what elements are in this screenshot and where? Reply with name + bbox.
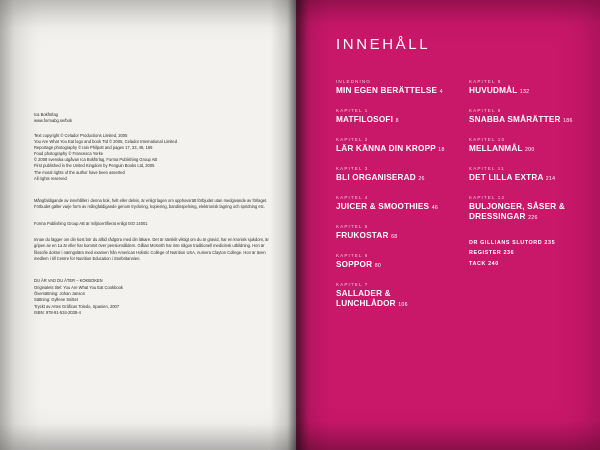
toc-entry-name: MATFILOSOFI [336, 115, 394, 124]
page-title: INNEHÅLL [336, 36, 431, 53]
copyright-line: First published in the United Kingdom by Penguin Books Ltd, 2005 [34, 163, 155, 169]
toc-entry-name: LÄR KÄNNA DIN KROPP [336, 144, 436, 153]
toc-entry[interactable] [336, 195, 445, 212]
toc-column-left [336, 79, 445, 321]
toc-entry-page: 80 [374, 263, 382, 269]
environment-certification-block [34, 221, 278, 227]
toc-entry[interactable] [469, 166, 578, 183]
toc-entry-title [336, 289, 445, 309]
edition-line: Sättning: Gyllene Snittet [34, 297, 78, 303]
toc-entry-title [469, 173, 578, 183]
toc-entry-page: 26 [418, 176, 425, 182]
toc-entry-kicker: KAPITEL 1 [336, 108, 369, 113]
toc-entry-kicker: KAPITEL 8 [469, 79, 502, 84]
toc-entry-name: HUVUDMÅL [469, 86, 518, 95]
toc-entry-title [469, 144, 578, 154]
toc-entry-name: JUICER & SMOOTHIES [336, 202, 430, 211]
right-page-contents [296, 0, 600, 450]
toc-entry-title [336, 86, 445, 96]
toc-entry[interactable] [336, 166, 445, 183]
toc-back-matter [469, 238, 578, 269]
toc-entry-name: MIN EGEN BERÄTTELSE [336, 86, 438, 95]
toc-entry-title [469, 115, 578, 125]
toc-entry-name: SALLADER & LUNCHLÅDOR [336, 289, 396, 308]
toc-entry[interactable] [469, 137, 578, 154]
toc-entry[interactable] [336, 79, 445, 96]
toc-entry-page: 186 [563, 118, 573, 124]
toc-entry-name: BLI ORGANISERAD [336, 173, 416, 182]
toc-entry-page: 8 [395, 118, 399, 124]
toc-entry-kicker: KAPITEL 6 [336, 253, 369, 258]
edition-line: Originalets titel: You Are What You Eat Cookbook [34, 284, 123, 290]
toc-entry-name: SOPPOR [336, 260, 373, 269]
copyright-line: You Are What You Eat logo and book Ttd © 2005, Celador International Limited [34, 138, 177, 144]
back-matter-row[interactable]: TACK 240 [469, 260, 499, 267]
rights-note-block [34, 198, 278, 211]
back-matter-row[interactable]: DR GILLIANS SLUTORD 235 [469, 240, 556, 246]
toc-entry-kicker: KAPITEL 9 [469, 108, 502, 113]
toc-entry-kicker: KAPITEL 10 [469, 137, 506, 142]
toc-entry-kicker: KAPITEL 7 [336, 282, 369, 287]
toc-entry-page: 18 [438, 147, 445, 153]
toc-entry[interactable] [336, 137, 445, 154]
toc-entry-title [336, 173, 445, 183]
toc-entry-name: SNABBA SMÅRÄTTER [469, 115, 561, 124]
copyright-line: The moral rights of the author have been asserted [34, 169, 125, 175]
copyright-line: © 2008 svenska utgåvan Ica Bokförlag, Forma Publishing Group AB [34, 157, 158, 163]
rights-note: Mångfaldigande av innehållet i denna bok, helt eller delvis, är enligt lagen om upphovsrätt förbjudet utan medgivande av förlaget. Förbudet gäller varje form av mångfaldigande genom tryckning, kopiering, bandinspelning, elektronisk lagring och spridning etc. [34, 197, 268, 210]
toc-entry-kicker: KAPITEL 11 [469, 166, 505, 171]
medical-disclaimer: Innan du lägger om din kost bör du alltid rådgöra med din läkare. Det är särskilt viktigt om du är gravid, har en kronisk sjukdom, är gripen av en 1a är eller har kommit över pensionsåldern. Gillian McKeith har inte någon traditionell medicinsk utbildning. Hon är filosofie doktor i näringslära med examen från American Holistic College of Nutrition USA, numera Clayton College. Hon är även medlem i till Centre for Nutrition Education i Storbritannien. [34, 236, 269, 261]
toc-entry-title [336, 115, 445, 125]
toc-entry-page: 214 [545, 176, 556, 182]
toc-entry-page: 226 [528, 215, 538, 221]
copyright-line: Text copyright © Celador Productions Limited, 2005 [34, 132, 128, 138]
edition-line: Översättning: Johan Janson [34, 290, 85, 296]
toc-entry[interactable] [336, 282, 445, 309]
toc-entry-title [336, 260, 445, 270]
copyright-line: All rights reserved [34, 175, 67, 181]
toc-entry-page: 106 [398, 302, 408, 308]
copyright-block [34, 133, 278, 182]
toc-columns [336, 79, 578, 321]
toc-entry-title [336, 231, 445, 241]
toc-entry-name: BULJONGER, SÅSER & DRESSINGAR [469, 202, 565, 221]
toc-entry-name: FRUKOSTAR [336, 231, 389, 240]
toc-entry-page: 4 [439, 89, 443, 95]
copyright-line: Reportage photography © Iain Philpott and pages 17, 33, 49, 169 [34, 144, 153, 150]
environment-certification: Forma Publishing Group AB är miljöcertifierat enligt ISO 14001 [34, 220, 148, 226]
toc-entry[interactable] [336, 224, 445, 241]
copyright-line: Food photography © Francesca Yorke [34, 151, 104, 157]
publisher-name: Ica Bokförlag [34, 112, 58, 117]
toc-entry-page: 200 [524, 147, 535, 153]
edition-heading: DU ÄR VAD DU ÄTER – KOKBOKEN [34, 278, 103, 284]
isbn: ISBN: 978-91-534-3038-4 [34, 309, 81, 315]
toc-entry-kicker: KAPITEL 2 [336, 137, 369, 142]
toc-entry-title [336, 202, 445, 212]
toc-entry[interactable] [469, 108, 578, 125]
toc-entry-kicker: INLEDNING [336, 79, 371, 84]
medical-disclaimer-block [34, 237, 278, 262]
toc-entry-title [469, 86, 578, 96]
publisher-url: www.formabg.se/bok [34, 118, 72, 124]
edition-line: Tryckt av Artes Gráficas Toledo, Spanien, 2007 [34, 303, 120, 309]
imprint-text-block [34, 112, 278, 316]
left-page-imprint [0, 0, 296, 450]
toc-entry[interactable] [469, 195, 578, 222]
edition-block [34, 278, 278, 316]
toc-entry-kicker: KAPITEL 3 [336, 166, 369, 171]
toc-entry-kicker: KAPITEL 4 [336, 195, 369, 200]
toc-entry[interactable] [336, 253, 445, 270]
toc-entry-page: 132 [519, 89, 530, 95]
toc-entry-kicker: KAPITEL 12 [469, 195, 506, 200]
back-matter-row[interactable]: REGISTER 236 [469, 250, 515, 257]
toc-entry-title [336, 144, 445, 154]
toc-entry-name: DET LILLA EXTRA [469, 173, 544, 182]
toc-entry-page: 46 [431, 205, 439, 211]
toc-entry-page: 68 [391, 234, 398, 240]
toc-column-right [469, 79, 578, 321]
toc-entry[interactable] [336, 108, 445, 125]
toc-entry-title [469, 202, 578, 222]
toc-entry-name: MELLANMÅL [469, 144, 523, 153]
toc-entry[interactable] [469, 79, 578, 96]
toc-entry-kicker: KAPITEL 5 [336, 224, 369, 229]
